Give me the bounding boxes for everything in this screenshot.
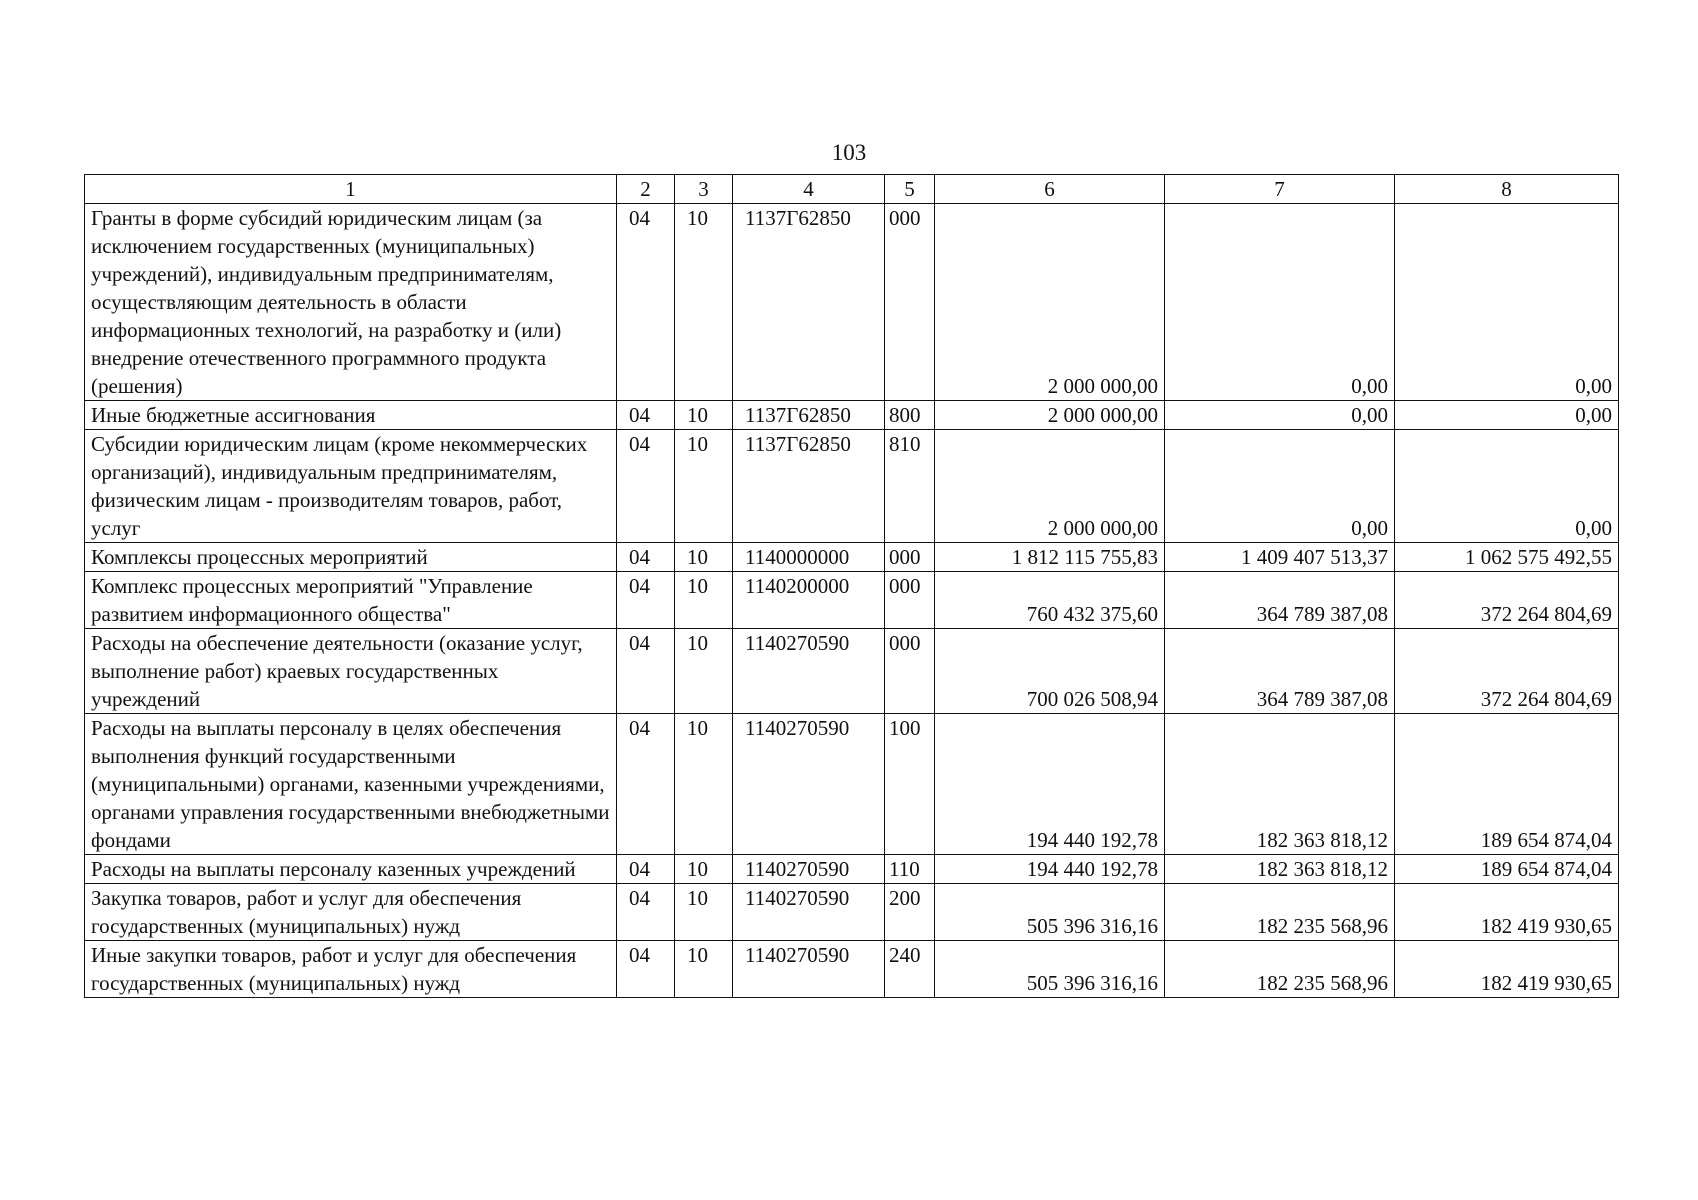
row-amount-6: 194 440 192,78: [935, 855, 1165, 884]
budget-table: [84, 174, 1619, 998]
row-section-code: 04: [617, 629, 675, 714]
row-amount-6: 2 000 000,00: [935, 401, 1165, 430]
row-expense-type-code: 800: [885, 401, 935, 430]
row-amount-8: 0,00: [1395, 401, 1619, 430]
column-header: 4: [733, 175, 885, 204]
row-amount-8: 189 654 874,04: [1395, 714, 1619, 855]
row-name: Иные закупки товаров, работ и услуг для обеспечения государственных (муниципальных) нужд: [85, 941, 617, 998]
row-amount-7: 0,00: [1165, 430, 1395, 543]
row-amount-8: 0,00: [1395, 430, 1619, 543]
row-section-code: 04: [617, 855, 675, 884]
row-subsection-code: 10: [675, 401, 733, 430]
row-expense-type-code: 100: [885, 714, 935, 855]
row-subsection-code: 10: [675, 629, 733, 714]
column-header: 3: [675, 175, 733, 204]
column-header: 8: [1395, 175, 1619, 204]
row-amount-8: 372 264 804,69: [1395, 629, 1619, 714]
row-amount-6: 700 026 508,94: [935, 629, 1165, 714]
row-amount-7: 0,00: [1165, 401, 1395, 430]
row-name: Закупка товаров, работ и услуг для обеспечения государственных (муниципальных) нужд: [85, 884, 617, 941]
row-name: Субсидии юридическим лицам (кроме некоммерческих организаций), индивидуальным предпринимателям, физическим лицам - производителям товаров, работ, услуг: [85, 430, 617, 543]
row-expense-type-code: 000: [885, 572, 935, 629]
header-row: [85, 175, 1619, 204]
table-row: [85, 543, 1619, 572]
row-target-code: 1140270590: [733, 941, 885, 998]
table-row: [85, 884, 1619, 941]
row-amount-7: 182 235 568,96: [1165, 941, 1395, 998]
row-section-code: 04: [617, 204, 675, 401]
row-amount-6: 505 396 316,16: [935, 884, 1165, 941]
row-target-code: 1140270590: [733, 629, 885, 714]
row-amount-8: 372 264 804,69: [1395, 572, 1619, 629]
row-amount-8: 182 419 930,65: [1395, 941, 1619, 998]
row-amount-7: 364 789 387,08: [1165, 572, 1395, 629]
row-subsection-code: 10: [675, 884, 733, 941]
row-section-code: 04: [617, 884, 675, 941]
row-target-code: 1140270590: [733, 714, 885, 855]
table-row: [85, 204, 1619, 401]
row-section-code: 04: [617, 401, 675, 430]
table-row: [85, 572, 1619, 629]
row-name: Гранты в форме субсидий юридическим лицам (за исключением государственных (муниципальных) учреждений), индивидуальным предпринимателям, осуществляющим деятельность в области информационных технологий, на разработку и (или) внедрение отечественного программного продукта (решения): [85, 204, 617, 401]
row-name: Комплекс процессных мероприятий "Управление развитием информационного общества": [85, 572, 617, 629]
row-amount-6: 2 000 000,00: [935, 204, 1165, 401]
row-amount-7: 0,00: [1165, 204, 1395, 401]
row-amount-6: 505 396 316,16: [935, 941, 1165, 998]
row-amount-6: 1 812 115 755,83: [935, 543, 1165, 572]
row-expense-type-code: 000: [885, 629, 935, 714]
row-amount-7: 364 789 387,08: [1165, 629, 1395, 714]
row-amount-6: 760 432 375,60: [935, 572, 1165, 629]
row-expense-type-code: 110: [885, 855, 935, 884]
row-expense-type-code: 000: [885, 204, 935, 401]
row-target-code: 1140200000: [733, 572, 885, 629]
row-subsection-code: 10: [675, 714, 733, 855]
row-amount-8: 1 062 575 492,55: [1395, 543, 1619, 572]
row-subsection-code: 10: [675, 430, 733, 543]
row-target-code: 1137Г62850: [733, 401, 885, 430]
column-header: 5: [885, 175, 935, 204]
row-target-code: 1140000000: [733, 543, 885, 572]
table-row: [85, 401, 1619, 430]
row-amount-8: 182 419 930,65: [1395, 884, 1619, 941]
column-header: 1: [85, 175, 617, 204]
row-subsection-code: 10: [675, 941, 733, 998]
row-name: Расходы на выплаты персоналу в целях обеспечения выполнения функций государственными (муниципальными) органами, казенными учреждениями, органами управления государственными внебюджетными фондами: [85, 714, 617, 855]
column-header: 7: [1165, 175, 1395, 204]
row-section-code: 04: [617, 543, 675, 572]
row-amount-8: 0,00: [1395, 204, 1619, 401]
table-row: [85, 629, 1619, 714]
row-target-code: 1137Г62850: [733, 430, 885, 543]
row-amount-7: 182 363 818,12: [1165, 714, 1395, 855]
row-expense-type-code: 810: [885, 430, 935, 543]
row-subsection-code: 10: [675, 543, 733, 572]
row-subsection-code: 10: [675, 572, 733, 629]
page-number: 103: [831, 140, 867, 165]
row-section-code: 04: [617, 714, 675, 855]
row-section-code: 04: [617, 572, 675, 629]
table-row: [85, 714, 1619, 855]
row-section-code: 04: [617, 430, 675, 543]
row-amount-8: 189 654 874,04: [1395, 855, 1619, 884]
table-row: [85, 430, 1619, 543]
row-name: Расходы на выплаты персоналу казенных учреждений: [85, 855, 617, 884]
row-target-code: 1137Г62850: [733, 204, 885, 401]
column-header: 2: [617, 175, 675, 204]
row-subsection-code: 10: [675, 855, 733, 884]
row-section-code: 04: [617, 941, 675, 998]
row-expense-type-code: 240: [885, 941, 935, 998]
row-subsection-code: 10: [675, 204, 733, 401]
row-expense-type-code: 200: [885, 884, 935, 941]
table-row: [85, 855, 1619, 884]
table-row: [85, 941, 1619, 998]
row-amount-7: 182 363 818,12: [1165, 855, 1395, 884]
row-amount-6: 194 440 192,78: [935, 714, 1165, 855]
row-target-code: 1140270590: [733, 855, 885, 884]
row-name: Иные бюджетные ассигнования: [85, 401, 617, 430]
row-expense-type-code: 000: [885, 543, 935, 572]
row-name: Расходы на обеспечение деятельности (оказание услуг, выполнение работ) краевых государственных учреждений: [85, 629, 617, 714]
row-name: Комплексы процессных мероприятий: [85, 543, 617, 572]
row-amount-6: 2 000 000,00: [935, 430, 1165, 543]
column-header: 6: [935, 175, 1165, 204]
row-target-code: 1140270590: [733, 884, 885, 941]
row-amount-7: 1 409 407 513,37: [1165, 543, 1395, 572]
row-amount-7: 182 235 568,96: [1165, 884, 1395, 941]
